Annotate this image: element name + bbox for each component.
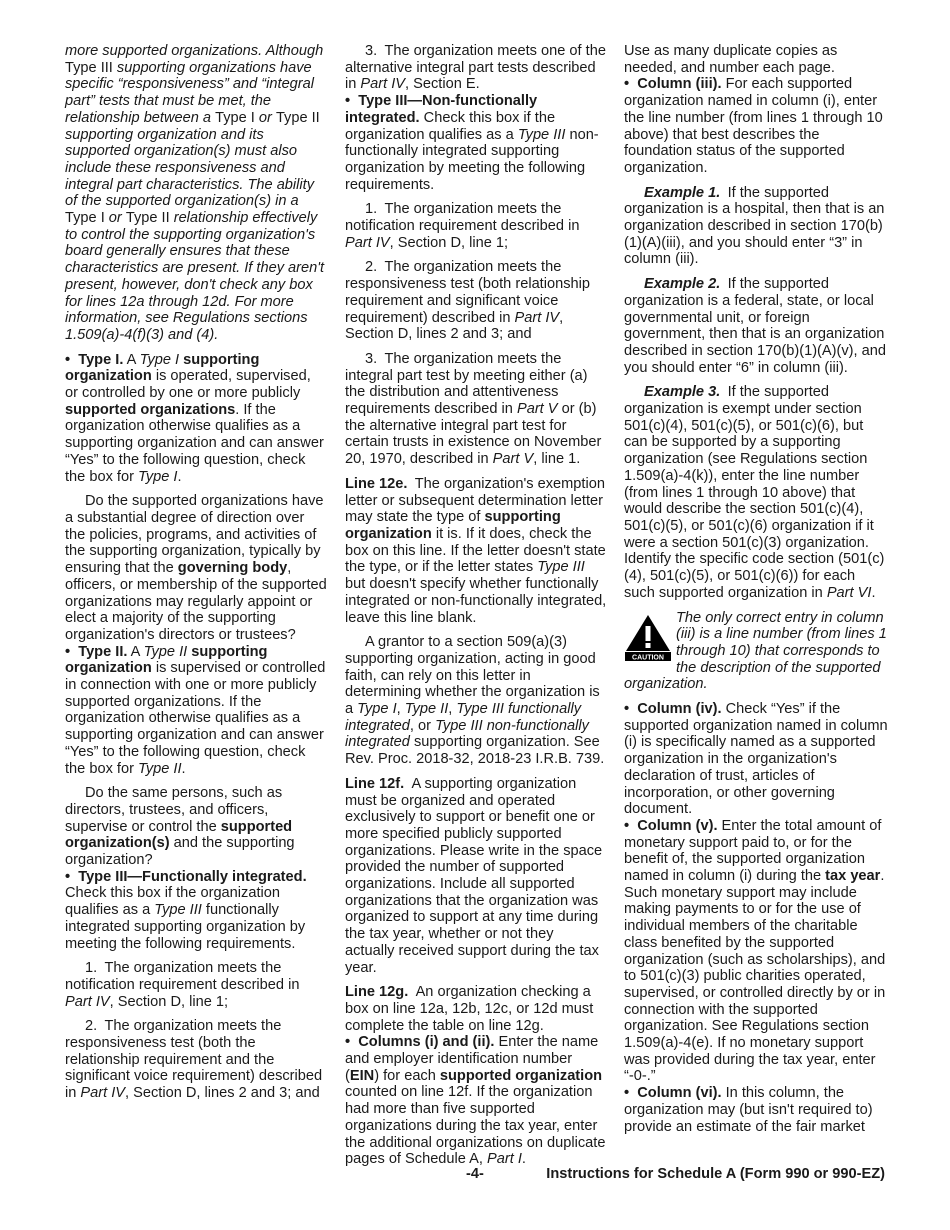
page-footer bbox=[0, 1166, 950, 1186]
page-number: -4- bbox=[466, 1166, 484, 1182]
requirement-nfi-2: 2. The organization meets the responsiveness test (both relationship requirement and significant voice requirement) described in Part IV, Section D, lines 2 and 3; and bbox=[345, 259, 590, 343]
column-left bbox=[65, 43, 327, 1110]
line-12e-paragraph: Line 12e. The organization's exemption letter or subsequent determination letter may state the type of supporting organization it is. If it does, check the box on this line. If the letter doesn't state the type, or if the letter states Type III but doesn't specify whether functionally integrated or non-functionally integrated, leave this line blank. bbox=[345, 475, 607, 626]
example-3: Example 3. If the supported organization is exempt under section 501(c)(4), 501(c)(5), or 501(c)(6), but can be supported by a supporting organization (see Regulations section 1.509(a)-4(k)), enter the line number (from lines 1 through 10 above) that would describe the section 501(c)(4), 501(c)(5), or 501(c)(6) organization if it were a section 501(c)(3) organization. Identify the specific code section (501(c)(4), 501(c)(5), or 501(c)(6)) for each such supported organization in Part VI. bbox=[624, 384, 885, 601]
line-12g-paragraph: Line 12g. An organization checking a box on line 12a, 12b, 12c, or 12d must complete the table on line 12g. bbox=[345, 984, 594, 1034]
paragraph-type-i-question: Do the supported organizations have a substantial degree of direction over the policies, programs, and activities of the supporting organization, typically by ensuring that the governing body, officers, or membership of the supported organizations may regularly appoint or elect a majority of the supporting organization's directors or trustees? bbox=[65, 493, 327, 643]
duplicate-copies-text: Use as many duplicate copies as needed, and number each page. bbox=[624, 43, 838, 76]
requirement-fi-2: 2. The organization meets the responsiveness test (both the relationship requirement and the significant voice requirement) described in Part IV, Section D, lines 2 and 3; and bbox=[65, 1018, 323, 1102]
bullet-type-i: • Type I. A Type I supporting organization is operated, supervised, or controlled by one or more publicly supported organizations. If the organization otherwise qualifies as a supporting organization and can answer “Yes” to the following question, check the box for Type I. bbox=[65, 352, 327, 486]
bullet-type-iii-functionally-integrated: • Type III—Functionally integrated. Check this box if the organization qualifies as a Type III functionally integrated supporting organization by meeting the following requirements. bbox=[65, 869, 327, 953]
footer-title: Instructions for Schedule A (Form 990 or 990-EZ) bbox=[546, 1166, 885, 1182]
column-middle bbox=[345, 43, 607, 1176]
bullet-column-iii: • Column (iii). For each supported organization named in column (i), enter the line number (from lines 1 through 10 above) that best describes the foundation status of the supported organization. bbox=[624, 76, 888, 176]
caution-label: CAUTION bbox=[632, 654, 664, 661]
example-1: Example 1. If the supported organization is a hospital, then that is an organization described in section 170(b)(1)(A)(iii), and you should enter “3” in column (iii). bbox=[624, 184, 885, 268]
bullet-column-v: • Column (v). Enter the total amount of monetary support paid to, or for the benefit of, the supported organization named in column (i) during the tax year. Such monetary support may include making payments to or for the use of individual members of the charitable class benefited by the supported organization (such as scholarships), and to 501(c)(3) public charities operated, supervised, or controlled directly by or in connection with the supported organization. See Regulations section 1.509(a)-4(e). If no monetary support was provided during the tax year, enter “-0-.” bbox=[624, 818, 888, 1085]
requirement-nfi-1: 1. The organization meets the notification requirement described in Part IV, Section D, line 1; bbox=[345, 201, 580, 251]
requirement-fi-3: 3. The organization meets one of the alternative integral part tests described in Part IV, Section E. bbox=[345, 43, 606, 93]
paragraph-type-ii-question: Do the same persons, such as directors, trustees, and officers, supervise or control the supported organization(s) and the supporting organization? bbox=[65, 785, 295, 869]
bullet-type-ii: • Type II. A Type II supporting organization is supervised or controlled in connection with one or more publicly supported organizations. If the organization otherwise qualifies as a supporting organization and can answer “Yes” to the following question, check the box for Type II. bbox=[65, 644, 327, 778]
requirement-nfi-3: 3. The organization meets the integral part test by meeting either (a) the distribution and attentiveness requirements described in Part V or (b) the alternative integral part test for certain trusts in existence on November 20, 1970, described in Part V, line 1. bbox=[345, 350, 602, 468]
caution-text: The only correct entry in column (iii) is a line number (from lines 1 through 10) that corresponds to the description of the supported organization. bbox=[624, 609, 887, 693]
caution-icon bbox=[624, 613, 672, 661]
column-right bbox=[624, 43, 888, 1135]
bullet-column-vi: • Column (vi). In this column, the organization may (but isn't required to) provide an estimate of the fair market bbox=[624, 1085, 888, 1135]
bullet-column-iv: • Column (iv). Check “Yes” if the supported organization named in column (i) is specifically named as a supported organization in the organization's declaration of trust, articles of incorporation, or other governing document. bbox=[624, 701, 888, 818]
example-2: Example 2. If the supported organization is a federal, state, or local governmental unit, or foreign government, then that is an organization described in section 170(b)(1)(A)(v), and you should enter “6” in column (iii). bbox=[624, 276, 886, 376]
requirement-fi-1: 1. The organization meets the notification requirement described in Part IV, Section D, line 1; bbox=[65, 960, 300, 1010]
caution-note bbox=[624, 610, 888, 694]
bullet-type-iii-non-functionally-integrated: • Type III—Non-functionally integrated. Check this box if the organization qualifies as a Type III non-functionally integrated supporting organization by meeting the following requirements. bbox=[345, 93, 607, 193]
bullet-columns-i-ii: • Columns (i) and (ii). Enter the name and employer identification number (EIN) for each supported organization counted on line 12f. If the organization had more than five supported organizations during the tax year, enter the additional organizations on duplicate pages of Schedule A, Part I. bbox=[345, 1034, 607, 1168]
line-12f-paragraph: Line 12f. A supporting organization must be organized and operated exclusively to support or benefit one or more specified publicly supported organizations. Please write in the space provided the number of supported organizations. Include all supported organizations that the organization was organized to support at any time during the tax year, whether or not they actually received support during the tax year. bbox=[345, 775, 603, 976]
paragraph-integral-part: more supported organizations. Although Type III supporting organizations have specific “responsiveness” and “integral part” tests that must be met, the relationship between a Type I or Type II supporting organization and its supported organization(s) must also include these responsiveness and integral part characteristics. The ability of the supported organization(s) in a Type I or Type II relationship effectively to control the supporting organization's board generally ensures that these characteristics are present. If they aren't present, however, don't check any box for lines 12a through 12d. For more information, see Regulations sections 1.509(a)-4(f)(3) and (4). bbox=[65, 43, 325, 343]
grantor-paragraph: A grantor to a section 509(a)(3) supporting organization, acting in good faith, can rely on this letter in determining whether the organization is a Type I, Type II, Type III functionally integrated, or Type III non-functionally integrated supporting organization. See Rev. Proc. 2018-32, 2018-23 I.R.B. 739. bbox=[345, 634, 605, 768]
